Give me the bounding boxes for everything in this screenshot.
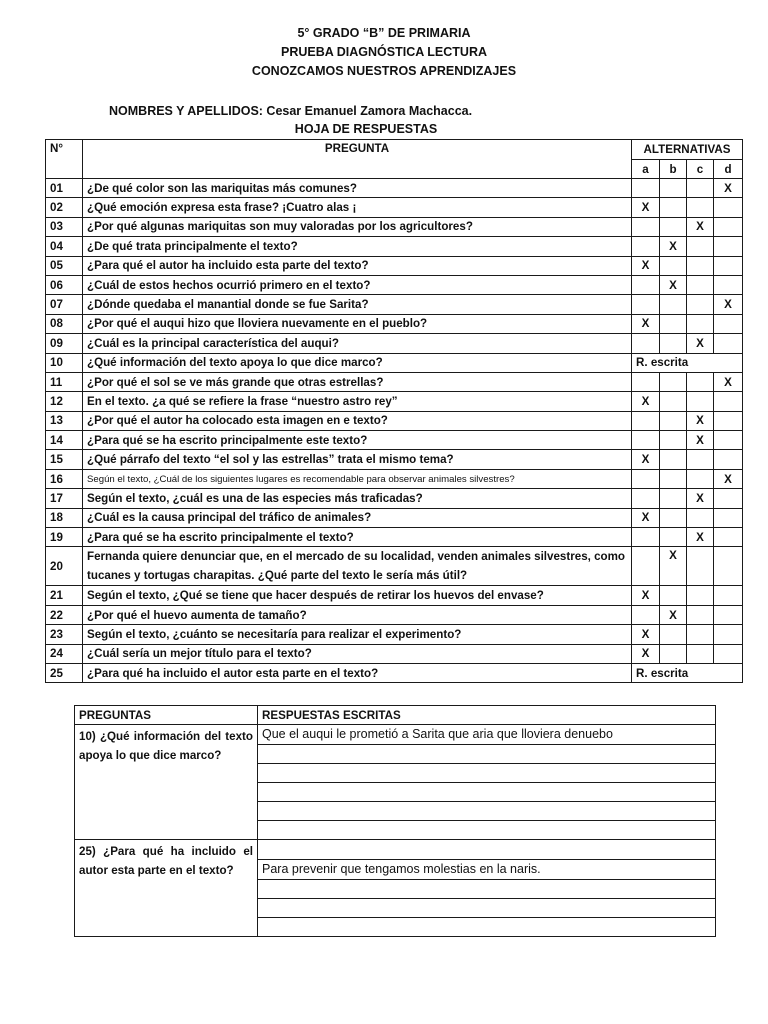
question-column-header: PREGUNTA: [83, 140, 632, 179]
table-row: [46, 314, 743, 333]
answer-mark: X: [714, 372, 743, 391]
option-b-cell: [660, 508, 687, 527]
question-text: ¿Cuál es la principal característica del auqui?: [83, 334, 632, 353]
option-d-cell: [714, 489, 743, 508]
answer-mark: X: [632, 625, 660, 644]
question-number: 09: [46, 334, 83, 353]
answer-mark: X: [660, 547, 687, 586]
question-number: 03: [46, 217, 83, 236]
answer-mark: X: [632, 256, 660, 275]
answer-mark: X: [687, 431, 714, 450]
option-a-cell: [632, 237, 660, 256]
table-row: [46, 334, 743, 353]
question-number: 06: [46, 275, 83, 294]
written-answer-marker: R. escrita: [632, 353, 743, 372]
student-name: NOMBRES Y APELLIDOS: Cesar Emanuel Zamora Machacca.: [109, 104, 473, 118]
question-number: 24: [46, 644, 83, 663]
answer-line: [258, 899, 716, 918]
question-number: 02: [46, 198, 83, 217]
table-row: [46, 508, 743, 527]
answer-mark: X: [632, 314, 660, 333]
question-text: ¿Por qué el sol se ve más grande que otras estrellas?: [83, 372, 632, 391]
questions-column-header: PREGUNTAS: [75, 706, 258, 725]
question-text: ¿Dónde quedaba el manantial donde se fue Sarita?: [83, 295, 632, 314]
option-b-cell: [660, 295, 687, 314]
option-d-cell: [714, 256, 743, 275]
written-question-25: 25) ¿Para qué ha incluido el autor esta parte en el texto?: [75, 840, 258, 937]
answer-mark: X: [632, 644, 660, 663]
question-text: ¿Cuál sería un mejor título para el texto?: [83, 644, 632, 663]
question-text: ¿Cuál es la causa principal del tráfico de animales?: [83, 508, 632, 527]
option-a-cell: [632, 217, 660, 236]
option-c-cell: [687, 237, 714, 256]
option-d-cell: [714, 547, 743, 586]
answer-mark: X: [632, 508, 660, 527]
option-d-cell: [714, 198, 743, 217]
question-number: 23: [46, 625, 83, 644]
answer-mark: X: [660, 605, 687, 624]
question-number: 22: [46, 605, 83, 624]
option-a-cell: [632, 605, 660, 624]
option-c-header: c: [687, 160, 714, 179]
answer-mark: X: [687, 217, 714, 236]
answer-line: [258, 918, 716, 937]
option-a-cell: [632, 295, 660, 314]
option-c-cell: [687, 625, 714, 644]
answer-line: [258, 764, 716, 783]
answer-mark: X: [714, 469, 743, 488]
answers-table: [45, 139, 743, 683]
question-number: 01: [46, 179, 83, 198]
question-text: ¿Qué párrafo del texto “el sol y las estrellas” trata el mismo tema?: [83, 450, 632, 469]
option-b-header: b: [660, 160, 687, 179]
table-row: [46, 411, 743, 430]
option-b-cell: [660, 392, 687, 411]
option-d-cell: [714, 334, 743, 353]
option-c-cell: [687, 256, 714, 275]
question-number: 17: [46, 489, 83, 508]
table-row: [46, 528, 743, 547]
table-row: [46, 469, 743, 488]
written-answers-table: [74, 705, 716, 937]
option-d-cell: [714, 314, 743, 333]
answer-mark: X: [687, 334, 714, 353]
answer-mark: X: [632, 392, 660, 411]
answer-mark: X: [687, 528, 714, 547]
written-question-10: 10) ¿Qué información del texto apoya lo que dice marco?: [75, 725, 258, 840]
question-number: 16: [46, 469, 83, 488]
question-text: ¿Por qué algunas mariquitas son muy valoradas por los agricultores?: [83, 217, 632, 236]
table-row: [46, 663, 743, 682]
question-text: ¿Para qué se ha escrito principalmente este texto?: [83, 431, 632, 450]
option-b-cell: [660, 644, 687, 663]
table-row: [46, 256, 743, 275]
option-a-cell: [632, 334, 660, 353]
option-d-header: d: [714, 160, 743, 179]
option-c-cell: [687, 392, 714, 411]
answer-line: [258, 783, 716, 802]
written-answer-10: Que el auqui le prometió a Sarita que aria que lloviera denuebo: [258, 725, 716, 745]
question-number: 13: [46, 411, 83, 430]
table-row: [46, 179, 743, 198]
table-row: [46, 198, 743, 217]
table-row: [46, 644, 743, 663]
table-row: [46, 625, 743, 644]
option-a-cell: [632, 528, 660, 547]
table-row: [46, 217, 743, 236]
option-b-cell: [660, 198, 687, 217]
grade-heading: 5° GRADO “B” DE PRIMARIA: [297, 26, 471, 40]
question-number: 10: [46, 353, 83, 372]
table-row: [46, 237, 743, 256]
table-row: [46, 431, 743, 450]
option-d-cell: [714, 411, 743, 430]
option-a-cell: [632, 275, 660, 294]
option-c-cell: [687, 372, 714, 391]
table-row: [46, 353, 743, 372]
option-b-cell: [660, 179, 687, 198]
option-d-cell: [714, 605, 743, 624]
answer-mark: X: [687, 489, 714, 508]
answer-mark: X: [632, 586, 660, 605]
question-number: 15: [46, 450, 83, 469]
table-row: [46, 450, 743, 469]
question-number: 19: [46, 528, 83, 547]
question-text: ¿Para qué se ha escrito principalmente el texto?: [83, 528, 632, 547]
option-d-cell: [714, 450, 743, 469]
option-c-cell: [687, 644, 714, 663]
option-d-cell: [714, 508, 743, 527]
question-text: ¿De qué trata principalmente el texto?: [83, 237, 632, 256]
option-a-cell: [632, 469, 660, 488]
question-number: 20: [46, 547, 83, 586]
question-number: 11: [46, 372, 83, 391]
question-text: ¿Para qué el autor ha incluido esta parte del texto?: [83, 256, 632, 275]
option-d-cell: [714, 625, 743, 644]
test-title: PRUEBA DIAGNÓSTICA LECTURA: [280, 45, 488, 59]
option-b-cell: [660, 431, 687, 450]
question-number: 12: [46, 392, 83, 411]
question-text: ¿De qué color son las mariquitas más comunes?: [83, 179, 632, 198]
question-number: 18: [46, 508, 83, 527]
option-b-cell: [660, 528, 687, 547]
question-text: ¿Por qué el autor ha colocado esta imagen en e texto?: [83, 411, 632, 430]
sheet-title: HOJA DE RESPUESTAS: [294, 122, 438, 136]
option-d-cell: [714, 217, 743, 236]
question-text: Según el texto, ¿Qué se tiene que hacer después de retirar los huevos del envase?: [83, 586, 632, 605]
test-subtitle: CONOZCAMOS NUESTROS APRENDIZAJES: [251, 64, 517, 78]
option-c-cell: [687, 450, 714, 469]
table-row: [46, 275, 743, 294]
question-number: 07: [46, 295, 83, 314]
table-row: [46, 547, 743, 586]
option-a-header: a: [632, 160, 660, 179]
option-c-cell: [687, 469, 714, 488]
option-d-cell: [714, 275, 743, 294]
question-number: 25: [46, 663, 83, 682]
option-c-cell: [687, 547, 714, 586]
option-b-cell: [660, 489, 687, 508]
answer-mark: X: [632, 198, 660, 217]
option-a-cell: [632, 431, 660, 450]
question-text: ¿Para qué ha incluido el autor esta parte en el texto?: [83, 663, 632, 682]
option-c-cell: [687, 314, 714, 333]
option-a-cell: [632, 372, 660, 391]
question-number: 21: [46, 586, 83, 605]
table-row: [46, 392, 743, 411]
question-number: 08: [46, 314, 83, 333]
answer-line: [258, 802, 716, 821]
question-text: Según el texto, ¿cuánto se necesitaría para realizar el experimento?: [83, 625, 632, 644]
question-number: 14: [46, 431, 83, 450]
option-b-cell: [660, 334, 687, 353]
option-b-cell: [660, 469, 687, 488]
option-b-cell: [660, 372, 687, 391]
table-row: [46, 489, 743, 508]
option-b-cell: [660, 625, 687, 644]
option-d-cell: [714, 528, 743, 547]
answer-mark: X: [714, 295, 743, 314]
option-c-cell: [687, 295, 714, 314]
option-c-cell: [687, 508, 714, 527]
question-text: ¿Por qué el auqui hizo que lloviera nuevamente en el pueblo?: [83, 314, 632, 333]
answer-mark: X: [660, 237, 687, 256]
option-c-cell: [687, 179, 714, 198]
option-a-cell: [632, 179, 660, 198]
question-text: Fernanda quiere denunciar que, en el mercado de su localidad, venden animales silvestres, como tucanes y tortugas charapitas. ¿Qué parte del texto le sería más útil?: [83, 547, 632, 586]
answer-line: [258, 821, 716, 840]
number-column-header: N°: [46, 140, 83, 179]
answer-mark: X: [714, 179, 743, 198]
alternatives-column-header: ALTERNATIVAS: [632, 140, 743, 160]
option-b-cell: [660, 217, 687, 236]
question-text: Según el texto, ¿cuál es una de las especies más traficadas?: [83, 489, 632, 508]
option-b-cell: [660, 411, 687, 430]
answer-mark: X: [660, 275, 687, 294]
question-text: ¿Qué emoción expresa esta frase? ¡Cuatro alas ¡: [83, 198, 632, 217]
table-row: [46, 372, 743, 391]
answer-line: [258, 840, 716, 860]
written-answers-column-header: RESPUESTAS ESCRITAS: [258, 706, 716, 725]
option-d-cell: [714, 431, 743, 450]
written-answer-25: Para prevenir que tengamos molestias en la naris.: [258, 860, 716, 880]
answer-mark: X: [632, 450, 660, 469]
table-row: [46, 605, 743, 624]
option-d-cell: [714, 644, 743, 663]
option-b-cell: [660, 314, 687, 333]
written-answer-marker: R. escrita: [632, 663, 743, 682]
option-c-cell: [687, 605, 714, 624]
option-b-cell: [660, 256, 687, 275]
answer-line: [258, 880, 716, 899]
question-text: ¿Qué información del texto apoya lo que dice marco?: [83, 353, 632, 372]
option-d-cell: [714, 237, 743, 256]
question-text: Según el texto, ¿Cuál de los siguientes lugares es recomendable para observar animales silvestres?: [83, 469, 632, 488]
option-d-cell: [714, 392, 743, 411]
option-c-cell: [687, 586, 714, 605]
question-number: 05: [46, 256, 83, 275]
option-a-cell: [632, 411, 660, 430]
option-b-cell: [660, 586, 687, 605]
option-c-cell: [687, 275, 714, 294]
answer-line: [258, 745, 716, 764]
answer-mark: X: [687, 411, 714, 430]
option-b-cell: [660, 450, 687, 469]
option-a-cell: [632, 489, 660, 508]
question-text: ¿Cuál de estos hechos ocurrió primero en el texto?: [83, 275, 632, 294]
table-row: [46, 586, 743, 605]
option-c-cell: [687, 198, 714, 217]
option-d-cell: [714, 586, 743, 605]
question-text: ¿Por qué el huevo aumenta de tamaño?: [83, 605, 632, 624]
question-text: En el texto. ¿a qué se refiere la frase “nuestro astro rey”: [83, 392, 632, 411]
question-number: 04: [46, 237, 83, 256]
option-a-cell: [632, 547, 660, 586]
table-row: [46, 295, 743, 314]
